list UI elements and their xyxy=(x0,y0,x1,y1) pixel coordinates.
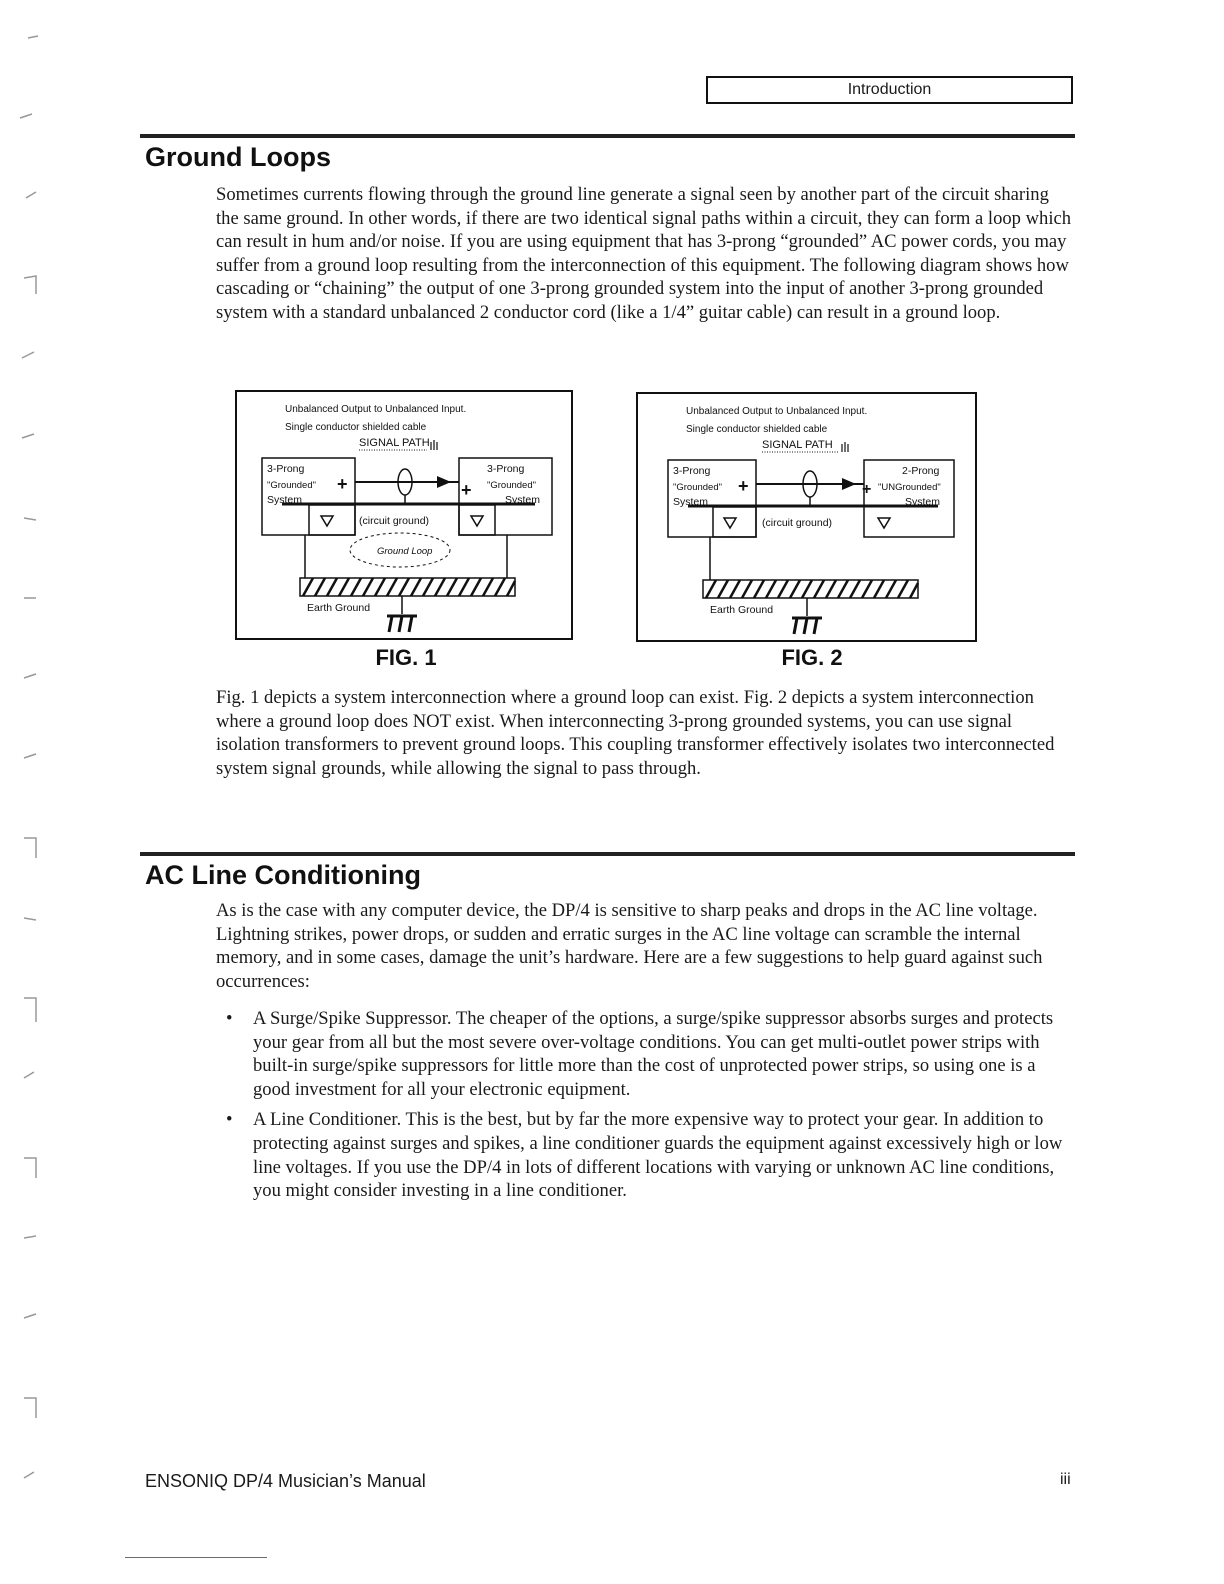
svg-text:System: System xyxy=(505,494,541,506)
figure-description-paragraph: Fig. 1 depicts a system interconnection where a ground loop can exist. Fig. 2 depicts a system interconnection where a ground loop does NOT exist. When interconnecting 3-prong grounded systems, you can use signal isolation transformers to prevent ground loops. This coupling transformer effectively isolates two interconnected system signal grounds, while allowing the signal to pass through. xyxy=(216,687,1055,779)
bullet-text: The cheaper of the options, a surge/spike suppressor absorbs surges and protects your gear from all but the most severe over-voltage conditions. You can get multi-outlet power strips with built-in surge/spike suppressors for little more than the cost of unprotected power strips, so using one is a good investment for all your electronic equipment. xyxy=(253,1008,1054,1100)
ac-line-title: AC Line Conditioning xyxy=(145,860,421,890)
fig1-earth-ground: Earth Ground xyxy=(307,602,371,614)
svg-text:System: System xyxy=(905,496,941,508)
bullet-term: A Surge/Spike Suppressor. xyxy=(253,1008,452,1029)
ground-loops-paragraph: Sometimes currents flowing through the ground line generate a signal seen by another part of the circuit sharing the same ground. In other words, if there are two identical signal paths within a circuit, they can form a loop which can result in hum and/or noise. If you are using equipment that has 3-prong “grounded” AC power cords, you may suffer from a ground loop resulting from the interconnection of this equipment. The following diagram shows how cascading or “chaining” the output of one 3-prong grounded system into the input of another 3-prong grounded system with a standard unbalanced 2 conductor cord (like a 1/4” guitar cable) can result in a ground loop. xyxy=(216,184,1072,323)
svg-text:+: + xyxy=(461,480,472,500)
section-rule xyxy=(140,134,1075,138)
bullet-icon: • xyxy=(226,1109,233,1131)
svg-text:+: + xyxy=(738,476,749,496)
svg-text:2-Prong: 2-Prong xyxy=(902,465,940,477)
svg-text:3-Prong: 3-Prong xyxy=(267,463,305,475)
svg-text:System: System xyxy=(673,496,709,508)
section-rule xyxy=(140,852,1075,856)
svg-text:"UNGrounded": "UNGrounded" xyxy=(878,482,941,493)
fig1-caption-line1: Unbalanced Output to Unbalanced Input. xyxy=(285,404,467,415)
fig2-circuit-ground: (circuit ground) xyxy=(762,517,833,529)
footer-page-number: iii xyxy=(1060,1471,1071,1488)
svg-text:"Grounded": "Grounded" xyxy=(267,480,316,491)
figure-1-label: FIG. 1 xyxy=(375,645,437,670)
fig1-caption-line2: Single conductor shielded cable xyxy=(285,422,427,433)
bullet-text: This is the best, but by far the more expensive way to protect your gear. In addition to protecting against surges and spikes, a line conditioner guards the equipment against excessively high or low line voltages. If you use the DP/4 in lots of different locations with varying or unknown AC line conditions, you might consider investing in a line conditioner. xyxy=(253,1109,1063,1202)
fig2-caption-line1: Unbalanced Output to Unbalanced Input. xyxy=(686,406,868,417)
suggestion-list xyxy=(216,1007,1076,1210)
fig2-caption-line2: Single conductor shielded cable xyxy=(686,424,828,435)
margin-scan-marks xyxy=(0,0,60,1584)
ac-line-paragraph: As is the case with any computer device, the DP/4 is sensitive to sharp peaks and drops in the AC line voltage. Lightning strikes, power drops, or sudden and erratic surges in the AC line voltage can scramble the internal memory, and in some cases, damage the unit’s hardware. Here are a few suggestions to help guard against such occurrences: xyxy=(216,900,1043,992)
svg-text:"Grounded": "Grounded" xyxy=(673,482,722,493)
bullet-icon: • xyxy=(226,1008,233,1029)
section-header-label: Introduction xyxy=(847,81,932,98)
svg-text:"Grounded": "Grounded" xyxy=(487,480,536,491)
list-item xyxy=(216,1007,1076,1101)
figure-2-label: FIG. 2 xyxy=(781,645,843,670)
fig1-signal-path: SIGNAL PATH xyxy=(359,437,430,449)
bottom-divider xyxy=(125,1557,267,1558)
fig1-circuit-ground: (circuit ground) xyxy=(359,515,430,527)
svg-text:3-Prong: 3-Prong xyxy=(487,463,525,475)
section-header-box xyxy=(706,76,1073,104)
svg-text:3-Prong: 3-Prong xyxy=(673,465,711,477)
svg-text:+: + xyxy=(337,474,348,494)
footer-manual-title: ENSONIQ DP/4 Musician’s Manual xyxy=(145,1471,426,1491)
list-item xyxy=(216,1108,1076,1202)
figure-2-diagram xyxy=(636,392,977,642)
fig2-signal-path: SIGNAL PATH xyxy=(762,439,833,451)
fig1-ground-loop: Ground Loop xyxy=(377,546,433,557)
ground-loops-title: Ground Loops xyxy=(145,142,331,172)
svg-text:+: + xyxy=(862,481,872,498)
figure-1-diagram xyxy=(235,390,573,640)
fig2-earth-ground: Earth Ground xyxy=(710,604,774,616)
bullet-term: A Line Conditioner. xyxy=(253,1109,402,1131)
svg-text:System: System xyxy=(267,494,303,506)
